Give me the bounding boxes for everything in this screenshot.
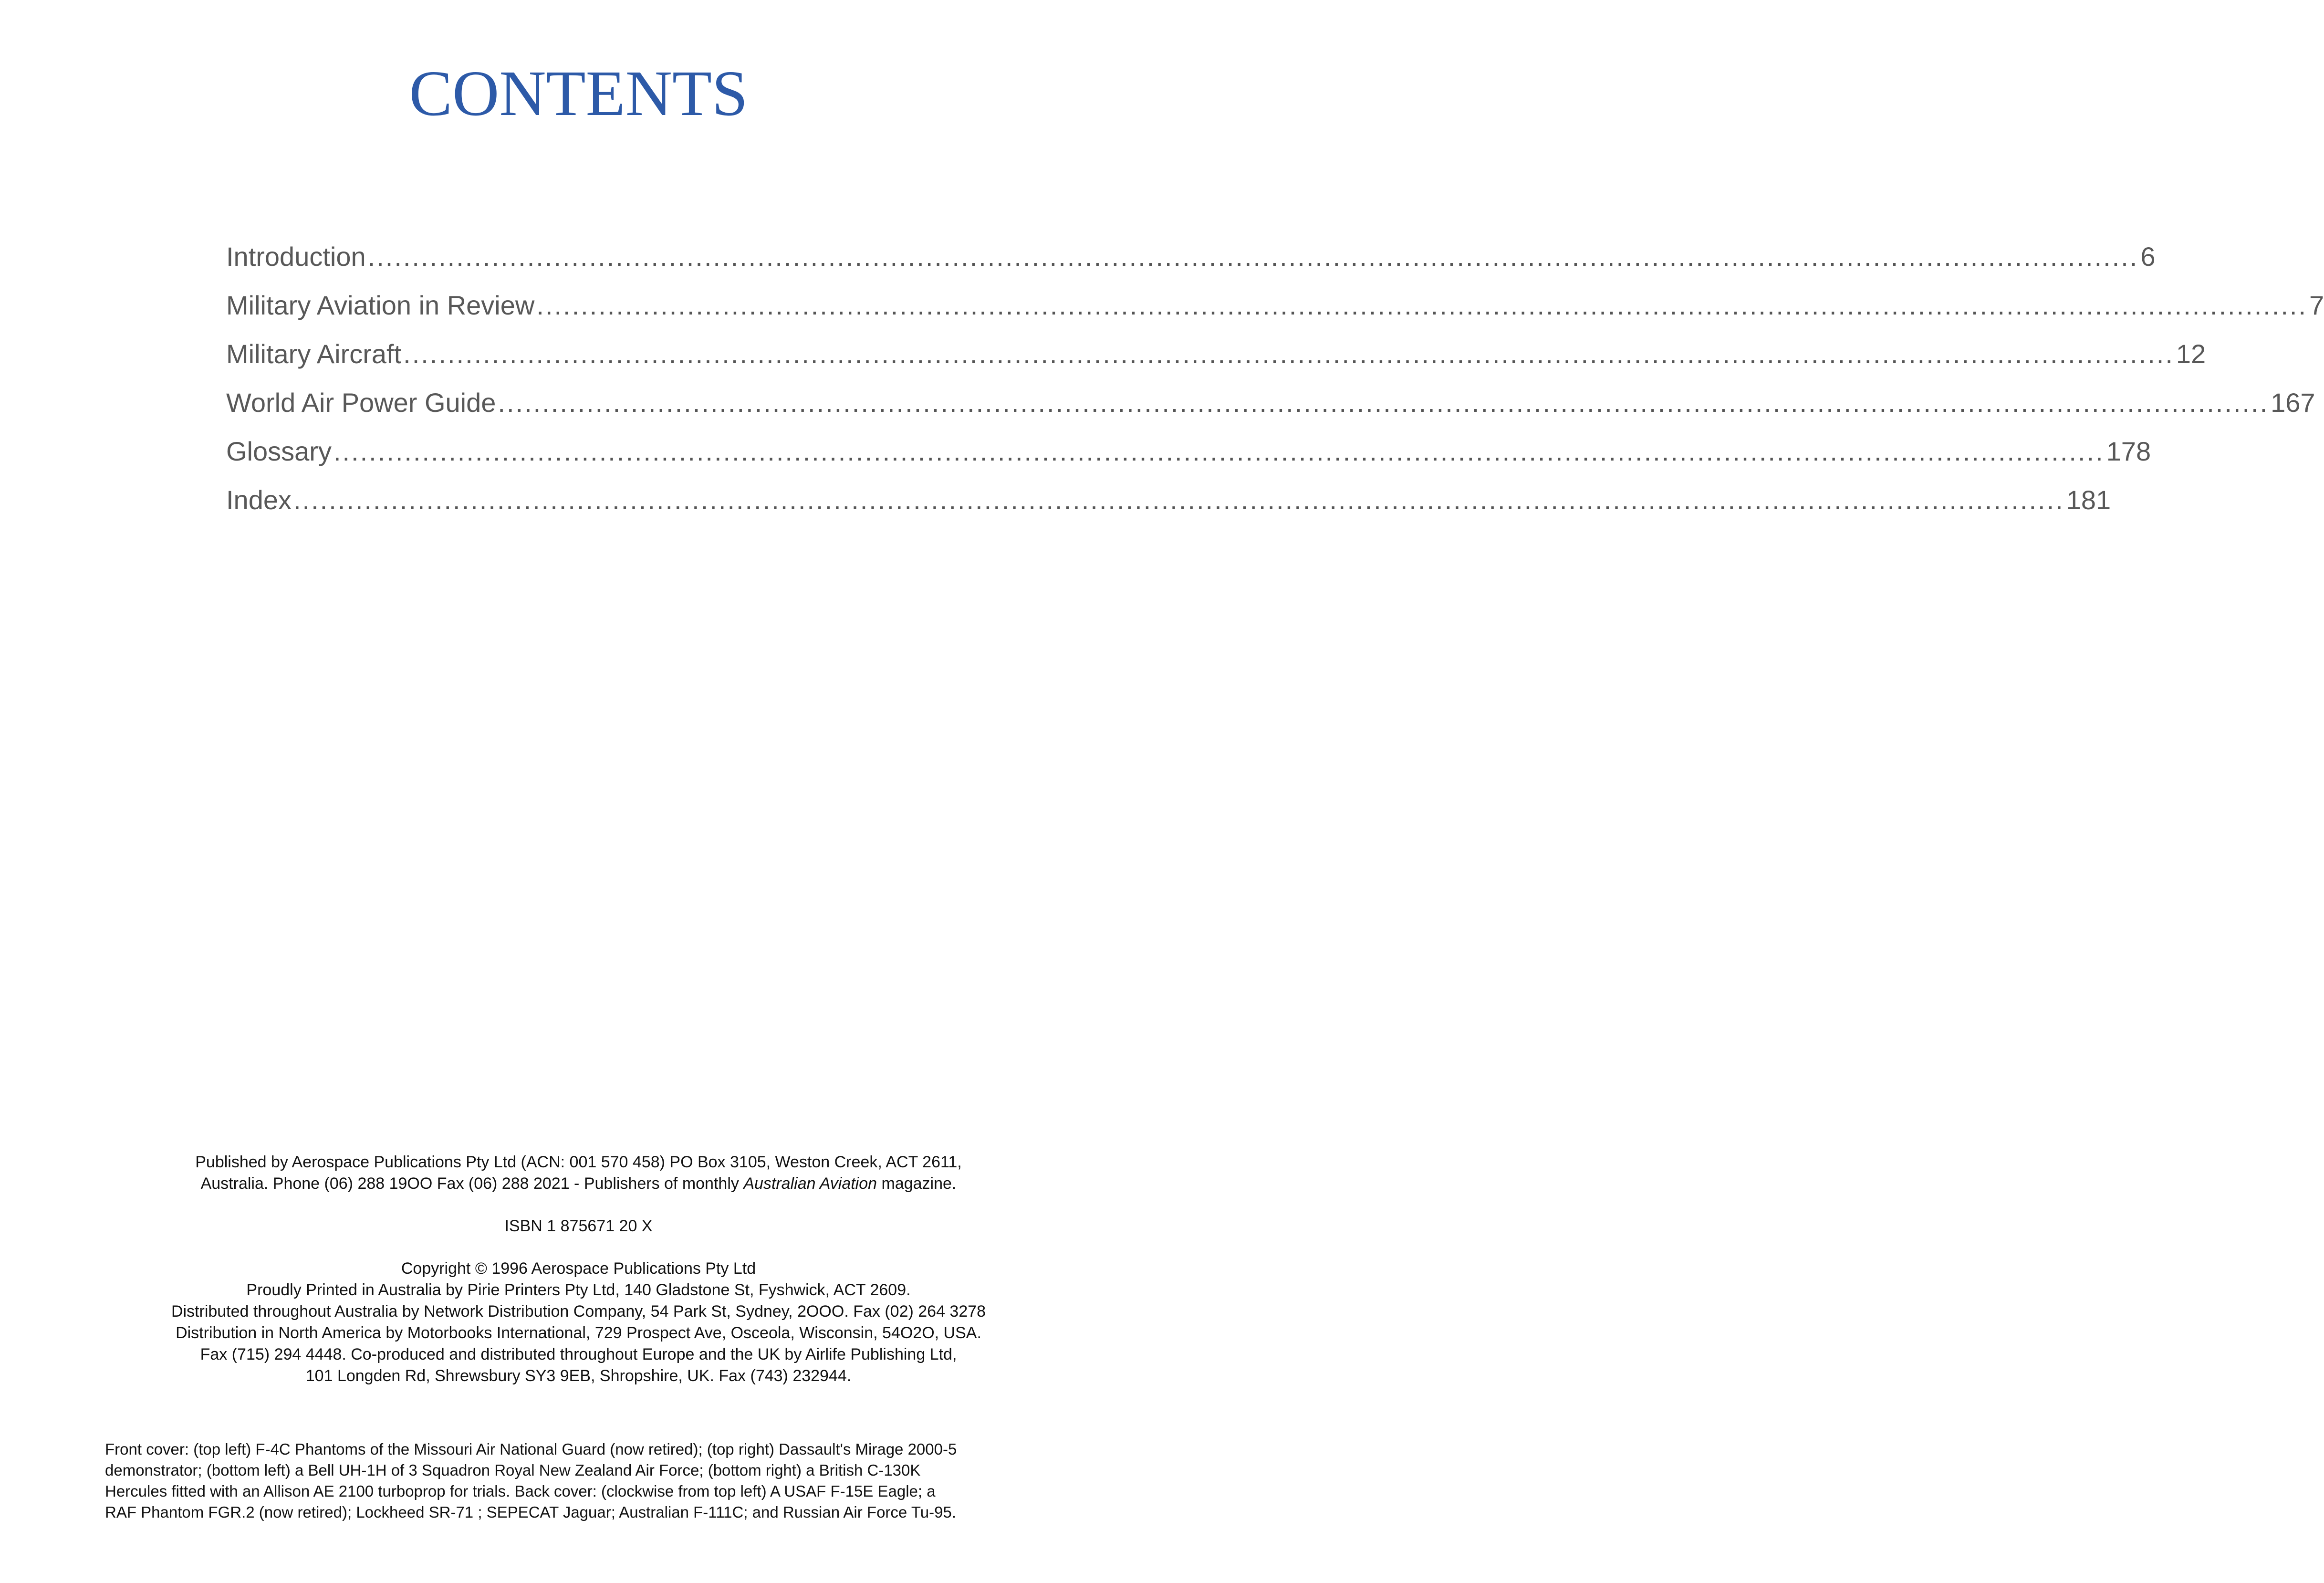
publisher-line: Published by Aerospace Publications Pty Ltd (ACN: 001 570 458) PO Box 3105, Weston Creek, ACT 2611, xyxy=(195,1153,962,1171)
magazine-title: Australian Aviation xyxy=(743,1174,877,1193)
publisher-contact-text: Australia. Phone (06) 288 19OO Fax (06) 288 2021 - Publishers of monthly xyxy=(200,1174,744,1193)
distribution-australia: Distributed throughout Australia by Network Distribution Company, 54 Park St, Sydney, 2OOO. Fax (02) 264 3278 xyxy=(171,1302,986,1321)
toc-entry-index[interactable] xyxy=(226,484,2111,533)
toc-entry-world-air-power-guide[interactable] xyxy=(226,387,2315,436)
toc-leader-dots: ........................................................................................................................................................................................................ xyxy=(498,388,2269,418)
toc-entry-page: 7 xyxy=(2309,290,2324,320)
cover-credits xyxy=(105,1439,1059,1523)
toc-leader-dots: ........................................................................................................................................................................................................ xyxy=(293,485,2064,515)
toc-entry-page: 6 xyxy=(2140,241,2156,272)
cover-credit-line: Hercules fitted with an Allison AE 2100 turboprop for trials. Back cover: (clockwise from top left) A USAF F-15E Eagle; a xyxy=(105,1482,936,1500)
toc-entry-title: Military Aviation in Review xyxy=(226,290,535,320)
cover-credit-line: RAF Phantom FGR.2 (now retired); Lockheed SR-71 ; SEPECAT Jaguar; Australian F-111C; and Russian Air Force Tu-95. xyxy=(105,1503,956,1521)
publisher-contact-suffix: magazine. xyxy=(877,1174,957,1193)
toc-entry-title: World Air Power Guide xyxy=(226,388,496,418)
distribution-north-america: Distribution in North America by Motorbooks International, 729 Prospect Ave, Osceola, Wisconsin, 54O2O, USA. xyxy=(176,1324,981,1342)
toc-entry-title: Military Aircraft xyxy=(226,339,402,369)
isbn-block xyxy=(95,1216,1062,1237)
toc-leader-dots: ........................................................................................................................................................................................................ xyxy=(536,290,2308,320)
table-of-contents xyxy=(226,241,2324,533)
toc-entry-page: 178 xyxy=(2106,436,2151,466)
toc-leader-dots: ........................................................................................................................................................................................................ xyxy=(367,241,2139,272)
toc-entry-page: 167 xyxy=(2271,388,2315,418)
isbn: ISBN 1 875671 20 X xyxy=(504,1217,653,1235)
toc-entry-title: Introduction xyxy=(226,241,366,272)
toc-leader-dots: ........................................................................................................................................................................................................ xyxy=(403,339,2174,369)
publisher-info xyxy=(95,1152,1062,1195)
toc-entry-military-aviation-in-review[interactable] xyxy=(226,290,2324,338)
toc-leader-dots: ........................................................................................................................................................................................................ xyxy=(333,436,2105,466)
distribution-europe: Fax (715) 294 4448. Co-produced and distributed throughout Europe and the UK by Airlife Publishing Ltd, xyxy=(200,1345,957,1363)
copyright: Copyright © 1996 Aerospace Publications Pty Ltd xyxy=(401,1259,756,1278)
printer-info: Proudly Printed in Australia by Pirie Printers Pty Ltd, 140 Gladstone St, Fyshwick, ACT 2609. xyxy=(246,1281,911,1299)
toc-entry-glossary[interactable] xyxy=(226,436,2151,484)
uk-address: 101 Longden Rd, Shrewsbury SY3 9EB, Shropshire, UK. Fax (743) 232944. xyxy=(305,1367,852,1385)
copyright-block xyxy=(95,1258,1062,1387)
cover-credit-line: Front cover: (top left) F-4C Phantoms of the Missouri Air National Guard (now retired); (top right) Dassault's Mirage 2000-5 xyxy=(105,1440,957,1458)
toc-entry-introduction[interactable] xyxy=(226,241,2156,290)
toc-entry-military-aircraft[interactable] xyxy=(226,338,2206,387)
cover-credit-line: demonstrator; (bottom left) a Bell UH-1H of 3 Squadron Royal New Zealand Air Force; (bottom right) a British C-130K xyxy=(105,1461,921,1479)
page-title: CONTENTS xyxy=(409,58,748,129)
toc-entry-page: 12 xyxy=(2176,339,2206,369)
toc-entry-title: Glossary xyxy=(226,436,332,466)
toc-entry-page: 181 xyxy=(2066,485,2111,515)
toc-entry-title: Index xyxy=(226,485,292,515)
publisher-contact-line xyxy=(95,1173,1062,1195)
